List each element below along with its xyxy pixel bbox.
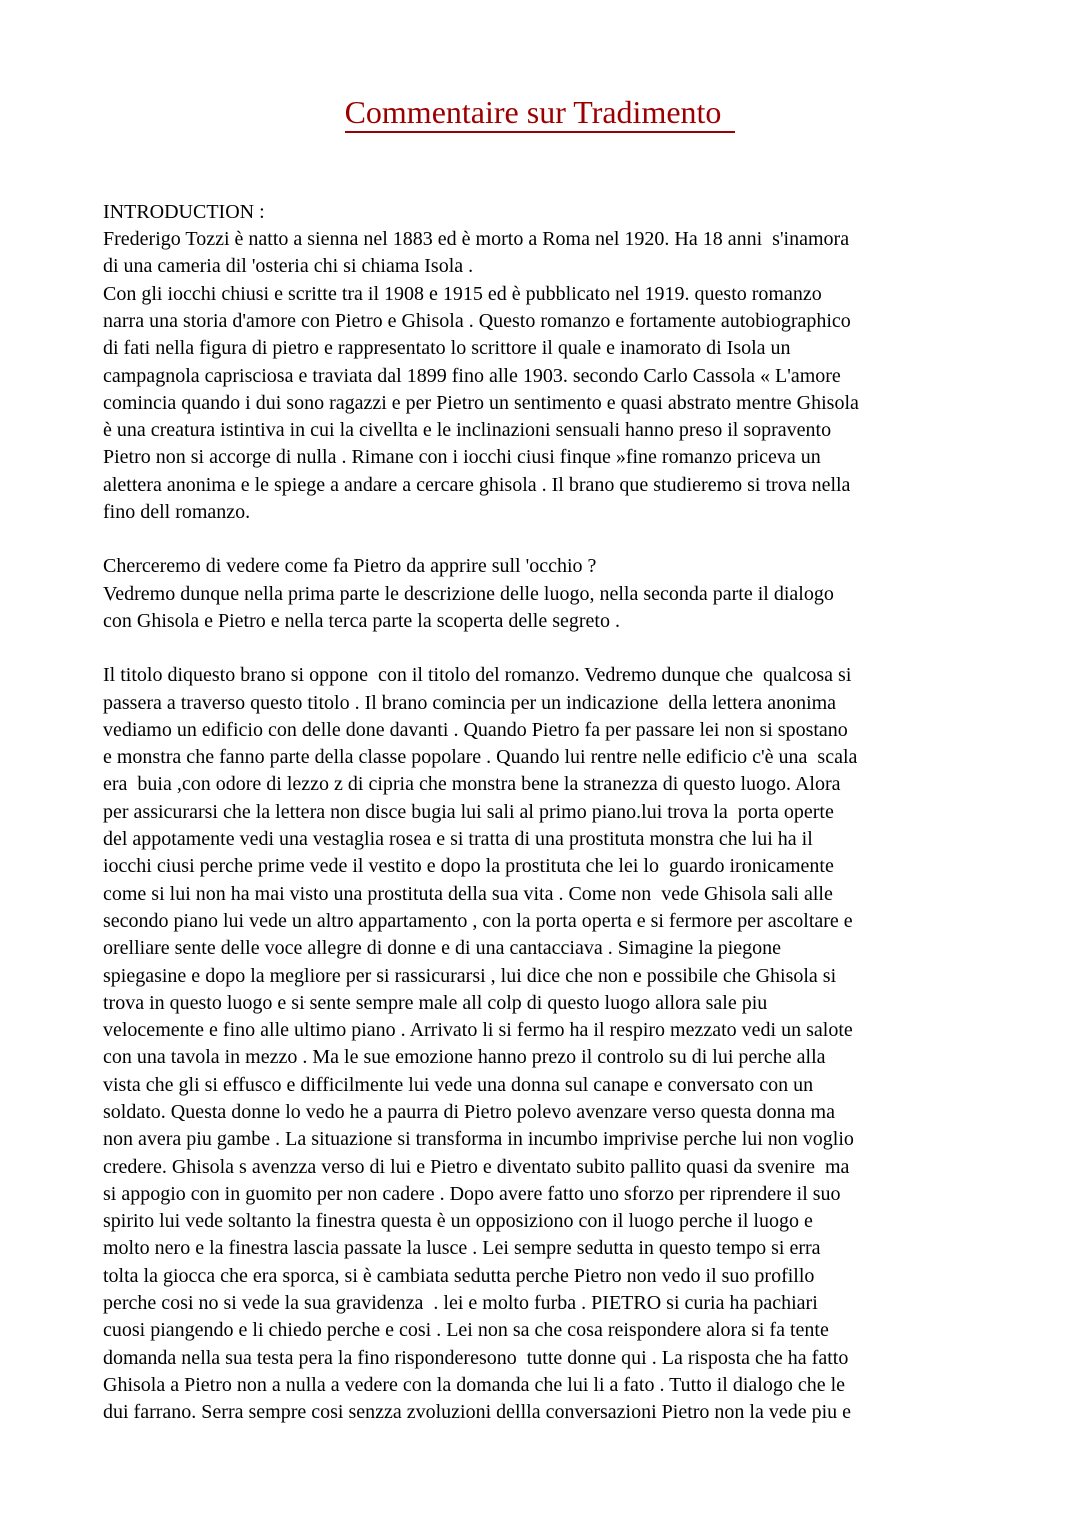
- text-line: comincia quando i dui sono ragazzi e per Pietro un sentimento e quasi abstrato mentre Ghisola: [103, 391, 859, 414]
- paragraph: [103, 662, 977, 1426]
- text-line: soldato. Questa donne lo vedo he a paurra di Pietro polevo avenzare verso questa donna ma: [103, 1101, 835, 1123]
- text-line: come si lui non ha mai visto una prostituta della sua vita . Come non vede Ghisola sali alle: [103, 882, 833, 905]
- text-line: Ghisola a Pietro non a nulla a vedere con la domanda che lui li a fato . Tutto il dialogo che le: [103, 1373, 846, 1396]
- text-line: vediamo un edificio con delle done davanti . Quando Pietro fa per passare lei non si spostano: [103, 718, 848, 741]
- text-line: per assicurarsi che la lettera non disce bugia lui sali al primo piano.lui trova la porta operte: [103, 800, 834, 823]
- text-line: Cherceremo di vedere come fa Pietro da apprire sull 'occhio ?: [103, 555, 597, 578]
- text-line: e monstra che fanno parte della classe popolare . Quando lui rentre nelle edificio c'è una scala: [103, 746, 858, 769]
- text-line: molto nero e la finestra lascia passate la lusce . Lei sempre sedutta in questo tempo si erra: [103, 1237, 821, 1260]
- text-line: era buia ,con odore di lezzo z di cipria che monstra bene la stranezza di questo luogo. Alora: [103, 773, 841, 796]
- text-line: Frederigo Tozzi è natto a sienna nel 1883 ed è morto a Roma nel 1920. Ha 18 anni s'inamora: [103, 228, 850, 251]
- text-line: orelliare sente delle voce allegre di donne e di una cantacciava . Simagine la piegone: [103, 937, 782, 960]
- text-line: con una tavola in mezzo . Ma le sue emozione hanno prezo il controlo su di lui perche alla: [103, 1046, 826, 1069]
- text-line: passera a traverso questo titolo . Il brano comincia per un indicazione della lettera anonima: [103, 691, 837, 714]
- text-line: spiegasine e dopo la megliore per si rassicurarsi , lui dice che non e possibile che Ghisola si: [103, 964, 837, 987]
- text-line: fino dell romanzo.: [103, 501, 251, 524]
- text-line: dui farrano. Serra sempre cosi senzza zvoluzioni dellla conversazioni Pietro non la vede piu e: [103, 1401, 852, 1424]
- text-line: tolta la giocca che era sporca, si è cambiata sedutta perche Pietro non vedo il suo profillo: [103, 1264, 815, 1287]
- paragraph: [103, 553, 977, 635]
- text-line: vista che gli si effusco e difficilmente lui vede una donna sul canape e conversato con un: [103, 1073, 814, 1096]
- text-line: si appogio con in guomito per non cadere . Dopo avere fatto uno sforzo per riprendere il suo: [103, 1182, 841, 1205]
- text-line: di fati nella figura di pietro e rappresentato lo scrittore il quale e inamorato di Isola un: [103, 337, 791, 360]
- text-line: spirito lui vede soltanto la finestra questa è un opposiziono con il luogo perche il luogo e: [103, 1210, 813, 1233]
- text-line: narra una storia d'amore con Pietro e Ghisola . Questo romanzo e fortamente autobiographico: [103, 309, 851, 332]
- text-line: di una cameria dil 'osteria chi si chiama Isola .: [103, 255, 474, 278]
- document-title: [103, 94, 977, 133]
- text-line: secondo piano lui vede un altro appartamento , con la porta operta e si fermore per ascoltare e: [103, 909, 853, 932]
- text-line: credere. Ghisola s avenzza verso di lui e Pietro e diventato subito pallito quasi da svenire ma: [103, 1155, 850, 1178]
- text-line: alettera anonima e le spiege a andare a cercare ghisola . Il brano que studieremo si trova nella: [103, 473, 851, 496]
- text-line: Il titolo diquesto brano si oppone con il titolo del romanzo. Vedremo dunque che qualcosa si: [103, 664, 852, 687]
- text-line: Vedremo dunque nella prima parte le descrizione delle luogo, nella seconda parte il dialogo: [103, 582, 834, 605]
- text-line: non avera piu gambe . La situazione si transforma in incumbo imprivise perche lui non voglio: [103, 1128, 854, 1151]
- text-line: cuosi piangendo e li chiedo perche e cosi . Lei non sa che cosa reispondere alora si fa tente: [103, 1319, 829, 1342]
- text-line: INTRODUCTION :: [103, 200, 265, 223]
- text-line: velocemente e fino alle ultimo piano . Arrivato li si fermo ha il respiro mezzato vedi un salote: [103, 1019, 853, 1042]
- text-line: campagnola caprisciosa e traviata dal 1899 fino alle 1903. secondo Carlo Cassola « L'amore: [103, 364, 841, 387]
- text-line: trova in questo luogo e si sente sempre male all colp di questo luogo allora sale piu: [103, 991, 768, 1014]
- text-line: Con gli iocchi chiusi e scritte tra il 1908 e 1915 ed è pubblicato nel 1919. questo romanzo: [103, 282, 822, 305]
- text-line: domanda nella sua testa pera la fino risponderesono tutte donne qui . La risposta che ha fatto: [103, 1346, 849, 1369]
- document-body: [103, 199, 977, 1427]
- text-line: perche cosi no si vede la sua gravidenza . lei e molto furba . PIETRO si curia ha pachiari: [103, 1292, 818, 1315]
- text-line: con Ghisola e Pietro e nella terca parte la scoperta delle segreto .: [103, 609, 620, 632]
- document-title-text: Commentaire sur Tradimento: [345, 94, 736, 133]
- text-line: del appotamente vedi una vestaglia rosea e si tratta di una prostituta monstra che lui ha il: [103, 828, 813, 851]
- text-line: è una creatura istintiva in cui la civellta e le inclinazioni sensuali hanno preso il sopravento: [103, 419, 832, 442]
- paragraph: [103, 199, 977, 527]
- text-line: iocchi ciusi perche prime vede il vestito e dopo la prostituta che lei lo guardo ironicamente: [103, 855, 834, 878]
- text-line: Pietro non si accorge di nulla . Rimane con i iocchi ciusi finque »fine romanzo priceva un: [103, 446, 821, 469]
